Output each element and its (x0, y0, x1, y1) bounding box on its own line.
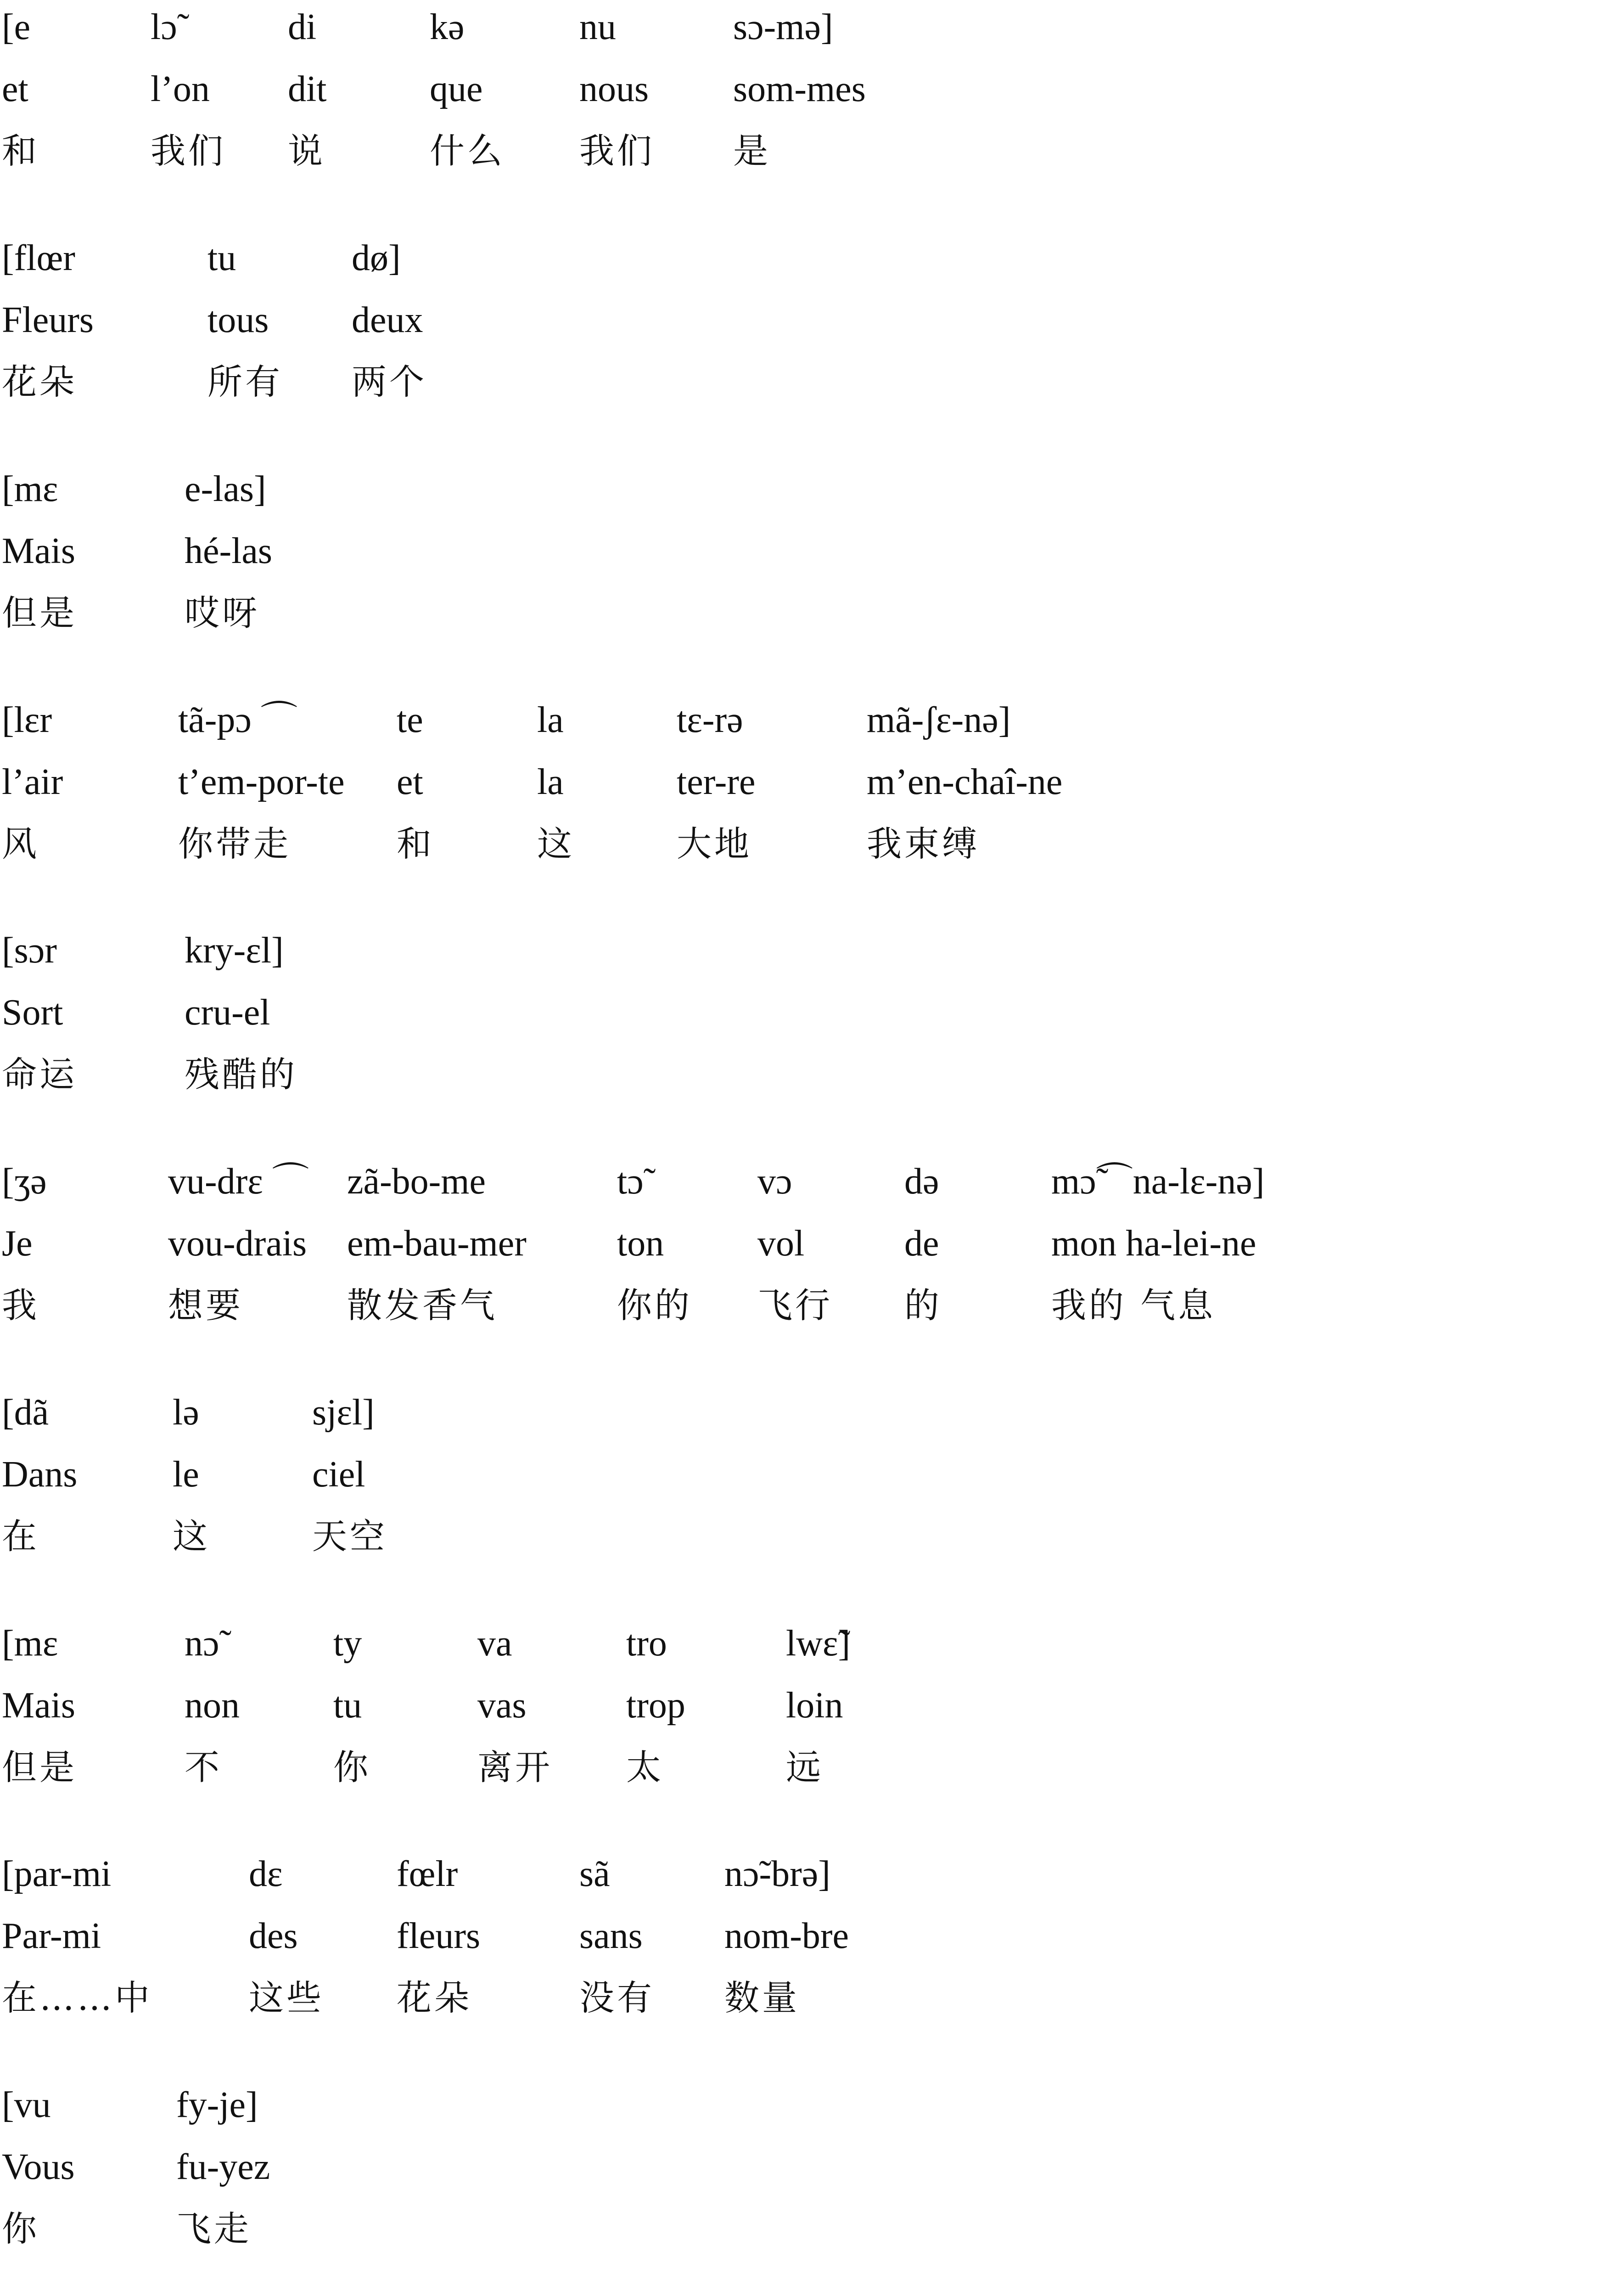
stanza-4 (0, 695, 1609, 888)
chinese-word: 但是 (2, 1747, 77, 1788)
chinese-word: 没有 (579, 1977, 655, 2018)
french-word: et (2, 69, 28, 109)
ipa-word: [mɛ (2, 1623, 58, 1664)
chinese-word: 飞行 (757, 1285, 833, 1326)
chinese-line (0, 1280, 1609, 1340)
ipa-word: [e (2, 7, 31, 47)
french-word: Vous (2, 2147, 75, 2187)
ipa-word: mɔ̃⌒na-lɛ-nə] (1051, 1161, 1265, 1202)
chinese-word: 这 (537, 823, 575, 864)
chinese-word: 离开 (477, 1747, 553, 1788)
stanza-3 (0, 464, 1609, 657)
french-word: Mais (2, 1685, 75, 1726)
french-word: fleurs (397, 1916, 481, 1956)
ipa-line (0, 1387, 1609, 1447)
ipa-word: fy-je] (176, 2085, 258, 2125)
stanza-7 (0, 1387, 1609, 1580)
french-word: t’em-por-te (178, 762, 345, 802)
french-word: mon ha-lei-ne (1051, 1223, 1256, 1264)
french-word: non (185, 1685, 240, 1726)
ipa-word: la (537, 700, 564, 740)
ipa-word: sã (579, 1854, 610, 1894)
french-word: vou-drais (168, 1223, 307, 1264)
chinese-word: 想要 (168, 1285, 243, 1326)
chinese-line (0, 1049, 1609, 1109)
french-word: cru-el (185, 992, 270, 1033)
french-word: tu (333, 1685, 362, 1726)
french-word: Dans (2, 1454, 78, 1495)
french-line (0, 1449, 1609, 1509)
french-word: trop (626, 1685, 685, 1726)
chinese-word: 远 (786, 1747, 824, 1788)
chinese-word: 但是 (2, 592, 77, 633)
french-word: ter-re (677, 762, 756, 802)
ipa-word: [sɔr (2, 930, 57, 971)
ipa-word: [par-mi (2, 1854, 112, 1894)
chinese-line (0, 1742, 1609, 1802)
ipa-word: tã-pɔ ⌒ (178, 700, 297, 740)
chinese-word: 所有 (207, 361, 283, 402)
stanza-1 (0, 2, 1609, 195)
ipa-word: ty (333, 1623, 362, 1664)
ipa-line (0, 695, 1609, 754)
stanza-5 (0, 925, 1609, 1118)
chinese-word: 天空 (312, 1516, 387, 1557)
ipa-line (0, 464, 1609, 523)
french-word: l’air (2, 762, 63, 802)
ipa-line (0, 2, 1609, 62)
chinese-line (0, 2204, 1609, 2263)
stanza-2 (0, 233, 1609, 426)
ipa-word: dø] (352, 238, 401, 278)
chinese-word: 花朵 (397, 1977, 472, 2018)
french-word: ton (617, 1223, 664, 1264)
ipa-word: te (397, 700, 423, 740)
chinese-word: 风 (2, 823, 39, 864)
french-word: ciel (312, 1454, 365, 1495)
ipa-line (0, 233, 1609, 293)
ipa-word: sjɛl] (312, 1392, 375, 1433)
chinese-word: 你 (2, 2208, 39, 2249)
ipa-word: vu-drɛ ⌒ (168, 1161, 309, 1202)
french-word: nom-bre (724, 1916, 849, 1956)
chinese-word: 说 (288, 130, 325, 171)
french-word: vas (477, 1685, 527, 1726)
ipa-word: va (477, 1623, 512, 1664)
french-word: Mais (2, 531, 75, 571)
chinese-word: 你带走 (178, 823, 291, 864)
chinese-word: 和 (397, 823, 434, 864)
ipa-word: kə (430, 7, 465, 47)
chinese-word: 什么 (430, 130, 505, 171)
stanza-9 (0, 1849, 1609, 2042)
ipa-word: də (904, 1161, 939, 1202)
chinese-word: 飞走 (176, 2208, 252, 2249)
chinese-word: 在 (2, 1516, 39, 1557)
ipa-word: tro (626, 1623, 667, 1664)
ipa-line (0, 1156, 1609, 1216)
ipa-word: [dã (2, 1392, 49, 1433)
chinese-word: 残酷的 (185, 1054, 297, 1095)
ipa-word: lɔ̃ (151, 7, 177, 47)
french-word: tous (207, 300, 269, 340)
ipa-word: zã-bo-me (347, 1161, 486, 1202)
chinese-word: 我 (2, 1285, 39, 1326)
french-word: m’en-chaî-ne (867, 762, 1063, 802)
ipa-word: e-las] (185, 469, 266, 509)
chinese-word: 我的 气息 (1051, 1285, 1216, 1326)
ipa-line (0, 1618, 1609, 1678)
ipa-word: fœlr (397, 1854, 458, 1894)
chinese-line (0, 588, 1609, 647)
ipa-word: tɔ̃ (617, 1161, 644, 1202)
french-word: fu-yez (176, 2147, 270, 2187)
chinese-word: 你 (333, 1747, 371, 1788)
stanza-10 (0, 2080, 1609, 2273)
french-word: et (397, 762, 423, 802)
french-word: nous (579, 69, 649, 109)
chinese-word: 散发香气 (347, 1285, 498, 1326)
french-line (0, 1218, 1609, 1278)
french-word: Je (2, 1223, 33, 1264)
ipa-line (0, 1849, 1609, 1908)
french-word: Fleurs (2, 300, 94, 340)
french-word: som-mes (733, 69, 866, 109)
ipa-word: vɔ (757, 1161, 792, 1202)
chinese-line (0, 819, 1609, 878)
chinese-word: 这 (173, 1516, 210, 1557)
chinese-word: 我束缚 (867, 823, 980, 864)
ipa-word: nɔ̃-brə] (724, 1854, 830, 1894)
ipa-line (0, 2080, 1609, 2139)
french-line (0, 987, 1609, 1047)
french-word: l’on (151, 69, 210, 109)
chinese-word: 你的 (617, 1285, 692, 1326)
chinese-word: 花朵 (2, 361, 77, 402)
french-word: des (249, 1916, 298, 1956)
french-word: hé-las (185, 531, 273, 571)
french-line (0, 1680, 1609, 1740)
ipa-word: [flœr (2, 238, 75, 278)
french-line (0, 757, 1609, 816)
ipa-word: lwɛ̃] (786, 1623, 851, 1664)
french-word: dit (288, 69, 327, 109)
chinese-word: 太 (626, 1747, 664, 1788)
french-word: que (430, 69, 483, 109)
chinese-word: 不 (185, 1747, 222, 1788)
french-word: Sort (2, 992, 63, 1033)
chinese-word: 是 (733, 130, 771, 171)
ipa-word: mã-ʃɛ-nə] (867, 700, 1011, 740)
french-line (0, 295, 1609, 355)
chinese-word: 和 (2, 130, 39, 171)
ipa-word: tɛ-rə (677, 700, 743, 740)
chinese-word: 大地 (677, 823, 752, 864)
french-word: Par-mi (2, 1916, 101, 1956)
ipa-word: tu (207, 238, 236, 278)
ipa-word: lə (173, 1392, 199, 1433)
french-word: vol (757, 1223, 805, 1264)
french-line (0, 526, 1609, 585)
french-word: sans (579, 1916, 643, 1956)
ipa-word: kry-ɛl] (185, 930, 284, 971)
french-word: em-bau-mer (347, 1223, 527, 1264)
ipa-word: di (288, 7, 317, 47)
chinese-word: 的 (904, 1285, 942, 1326)
chinese-word: 两个 (352, 361, 427, 402)
french-word: deux (352, 300, 423, 340)
ipa-word: [mɛ (2, 469, 58, 509)
ipa-line (0, 925, 1609, 985)
french-line (0, 2142, 1609, 2201)
french-word: le (173, 1454, 199, 1495)
stanza-8 (0, 1618, 1609, 1811)
chinese-line (0, 357, 1609, 416)
french-word: la (537, 762, 564, 802)
stanza-6 (0, 1156, 1609, 1349)
ipa-word: dɛ (249, 1854, 283, 1894)
chinese-line (0, 1511, 1609, 1571)
chinese-word: 哎呀 (185, 592, 260, 633)
french-line (0, 1911, 1609, 1970)
chinese-line (0, 1973, 1609, 2032)
chinese-word: 这些 (249, 1977, 324, 2018)
french-line (0, 64, 1609, 124)
french-word: loin (786, 1685, 843, 1726)
chinese-word: 我们 (151, 130, 226, 171)
chinese-word: 在……中 (2, 1977, 152, 2018)
ipa-word: nɔ̃ (185, 1623, 219, 1664)
ipa-word: [lɛr (2, 700, 52, 740)
french-word: de (904, 1223, 939, 1264)
ipa-word: nu (579, 7, 616, 47)
chinese-word: 我们 (579, 130, 655, 171)
chinese-word: 数量 (724, 1977, 800, 2018)
chinese-line (0, 126, 1609, 186)
ipa-word: sɔ-mə] (733, 7, 833, 47)
ipa-word: [vu (2, 2085, 51, 2125)
ipa-word: [ʒə (2, 1161, 47, 1202)
chinese-word: 命运 (2, 1054, 77, 1095)
